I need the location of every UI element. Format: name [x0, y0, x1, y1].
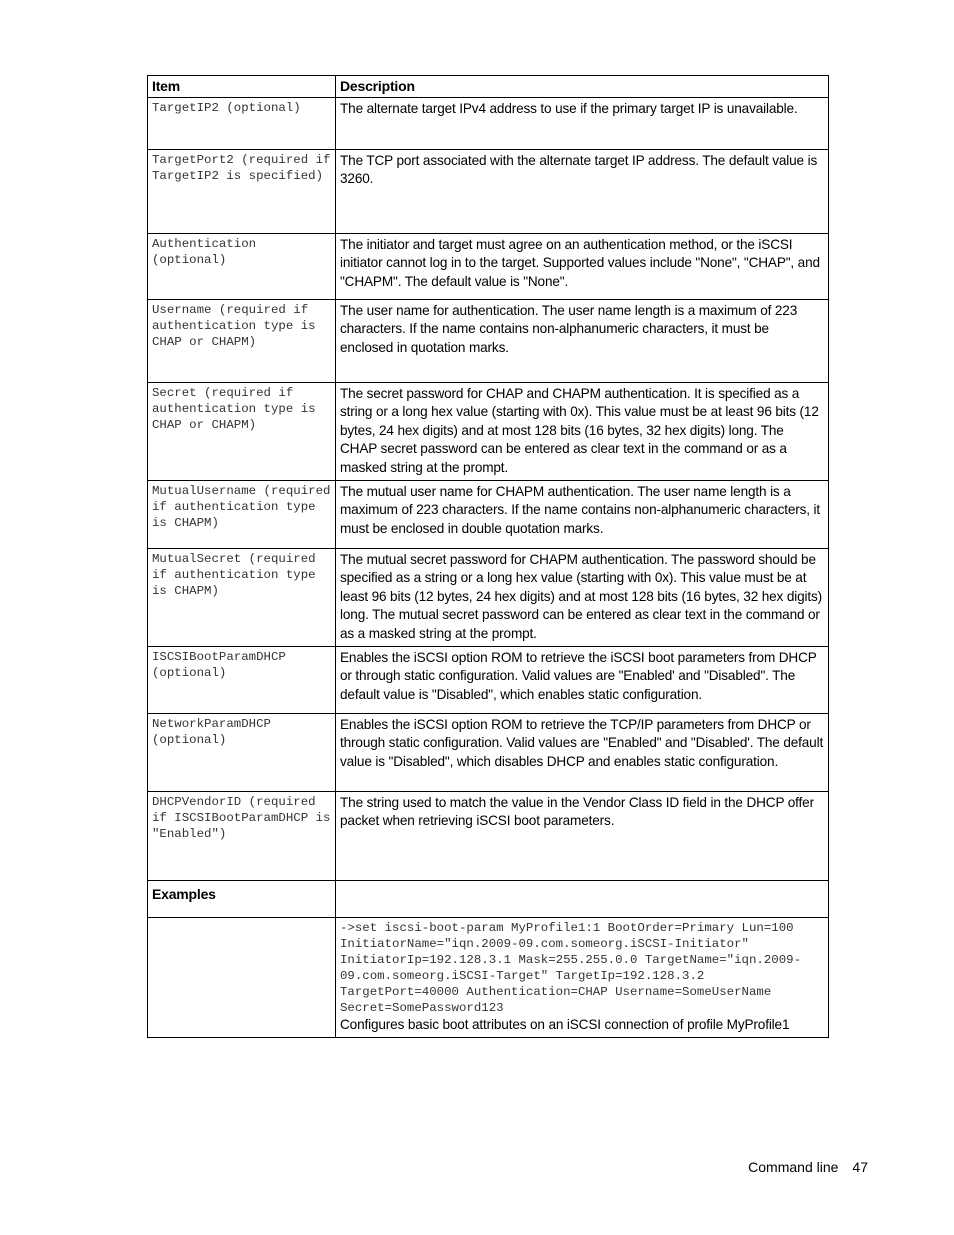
item-cell: TargetPort2 (required if TargetIP2 is specified) [148, 150, 336, 234]
example-row [148, 918, 829, 1038]
item-cell: Secret (required if authentication type is CHAP or CHAPM) [148, 383, 336, 481]
header-item: Item [148, 76, 336, 98]
table-row [148, 300, 829, 383]
item-cell: ISCSIBootParamDHCP (optional) [148, 647, 336, 714]
examples-row [148, 881, 829, 918]
table-row [148, 792, 829, 881]
description-cell: The TCP port associated with the alternate target IP address. The default value is 3260. [336, 150, 829, 234]
description-cell: The mutual secret password for CHAPM authentication. The password should be specified as a string or a long hex value (starting with 0x). This value must be at least 96 bits (12 bytes, 24 hex digits) and at most 128 bits (16 bytes, 32 hex digits) long. The mutual secret password can be entered as clear text in the command or as a masked string at the prompt. [336, 549, 829, 647]
item-cell: DHCPVendorID (required if ISCSIBootParamDHCP is "Enabled") [148, 792, 336, 881]
example-description: Configures basic boot attributes on an iSCSI connection of profile MyProfile1 [340, 1017, 790, 1033]
item-cell: TargetIP2 (optional) [148, 98, 336, 150]
description-cell: The alternate target IPv4 address to use if the primary target IP is unavailable. [336, 98, 829, 150]
table-row [148, 549, 829, 647]
footer-section: Command line [748, 1159, 839, 1175]
example-cell [336, 918, 829, 1038]
parameter-table [147, 75, 829, 1038]
examples-empty-cell [336, 881, 829, 918]
table-row [148, 481, 829, 549]
description-cell: The user name for authentication. The user name length is a maximum of 223 characters. If the name contains non-alphanumeric characters, it must be enclosed in quotation marks. [336, 300, 829, 383]
description-cell: Enables the iSCSI option ROM to retrieve the iSCSI boot parameters from DHCP or through static configuration. Valid values are "Enabled' and "Disabled". The default value is "Disabled", which enables static configuration. [336, 647, 829, 714]
description-cell: The secret password for CHAP and CHAPM authentication. It is specified as a string or a long hex value (starting with 0x). This value must be at least 96 bits (12 bytes, 24 hex digits) and at most 128 bits (16 bytes, 32 hex digits) long. The CHAP secret password can be entered as clear text in the command or as a masked string at the prompt. [336, 383, 829, 481]
table-row [148, 383, 829, 481]
table-row [148, 150, 829, 234]
item-cell: NetworkParamDHCP (optional) [148, 714, 336, 792]
table-header-row [148, 76, 829, 98]
description-cell: Enables the iSCSI option ROM to retrieve the TCP/IP parameters from DHCP or through static configuration. Valid values are "Enabled" and "Disabled'. The default value is "Disabled", which disables DHCP and enables static configuration. [336, 714, 829, 792]
example-empty-cell [148, 918, 336, 1038]
page-number: 47 [852, 1159, 868, 1175]
description-cell: The mutual user name for CHAPM authentication. The user name length is a maximum of 223 characters. If the name contains non-alphanumeric characters, it must be enclosed in double quotation marks. [336, 481, 829, 549]
header-description: Description [336, 76, 829, 98]
description-cell: The string used to match the value in the Vendor Class ID field in the DHCP offer packet when retrieving iSCSI boot parameters. [336, 792, 829, 881]
table-row [148, 714, 829, 792]
page-footer [748, 1159, 868, 1175]
description-cell: The initiator and target must agree on an authentication method, or the iSCSI initiator cannot log in to the target. Supported values include "None", "CHAP", and "CHAPM". The default value is "None". [336, 234, 829, 300]
example-command: ->set iscsi-boot-param MyProfile1:1 BootOrder=Primary Lun=100 InitiatorName="iqn.2009-09.com.someorg.iSCSI-Initiator" InitiatorIp=192.128.3.1 Mask=255.255.0.0 TargetName="iqn.2009-09.com.someorg.iSCSI-Target" TargetIp=192.128.3.2 TargetPort=40000 Authentication=CHAP Username=SomeUserName Secret=SomePassword123 [340, 921, 802, 1016]
examples-label: Examples [148, 881, 336, 918]
item-cell: Username (required if authentication type is CHAP or CHAPM) [148, 300, 336, 383]
table-row [148, 647, 829, 714]
item-cell: MutualSecret (required if authentication type is CHAPM) [148, 549, 336, 647]
item-cell: MutualUsername (required if authentication type is CHAPM) [148, 481, 336, 549]
item-cell: Authentication (optional) [148, 234, 336, 300]
table-row [148, 234, 829, 300]
table-row [148, 98, 829, 150]
